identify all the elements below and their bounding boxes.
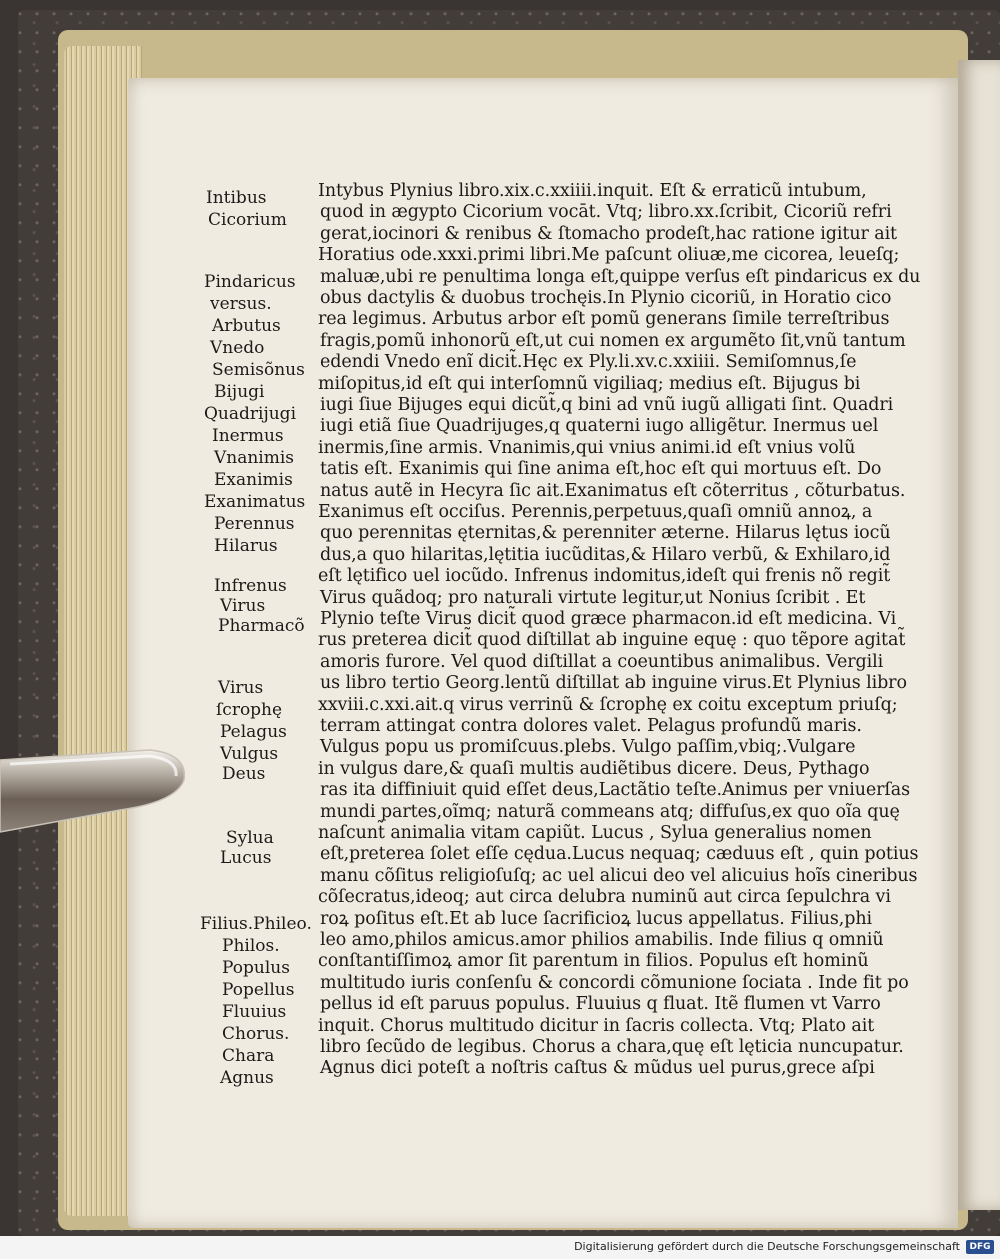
- text-line: rea legimus. Arbutus arbor eſt pomũ generans ſimile terreſtribus: [318, 309, 890, 330]
- marginal-note: Deus: [222, 764, 266, 784]
- text-line: miſopitus,id eſt qui interſomnũ vigiliaq; medius eſt. Bijugus bi: [318, 373, 861, 394]
- text-line: Agnus dici poteſt a noſtris caſtus & mũdus uel purus,grece aſpi: [320, 1058, 875, 1079]
- text-line: fragis,pomũ inhonorũ eſt,ut cui nomen ex argumẽto ſit,vnũ tantum: [320, 330, 906, 351]
- text-line: inermis,ſine armis. Vnanimis,qui vnius animi.id eſt vnius volũ: [318, 437, 856, 458]
- marginal-note: Exanimatus: [204, 492, 306, 512]
- text-line: Plynio teſte Virus dicit̃ quod græce pharmacon.id eſt medicina. Vi: [320, 609, 897, 629]
- text-line: mundi partes,oĩmq; naturã commeans atq; diffuſus,ex quo oĩa quę: [320, 801, 900, 822]
- text-line: leo amo,philos amicus.amor philios amabilis. Inde filius q omniũ: [320, 930, 884, 950]
- text-line: roꝝ poſitus eſt.Et ab luce ſacrificioꝝ lucus appellatus. Filius,phi: [320, 908, 873, 929]
- marginal-note: Popellus: [222, 980, 295, 1000]
- marginal-note: Pelagus: [220, 722, 287, 742]
- marginal-note: Perennus: [214, 514, 295, 534]
- text-line: iugi etiã ſiue Quadrijuges,q quaterni iugo alligẽtur. Inermus uel: [320, 416, 879, 437]
- thumb-holding-page: [0, 740, 190, 835]
- text-line: manu cõſitus religioſuſq; ac uel alicui deo vel alicuius hoĩs cineribus: [320, 865, 918, 886]
- text-line: pellus id eſt paruus populus. Fluuius q fluat. Itẽ flumen vt Varro: [320, 994, 881, 1015]
- text-line: conſtantiſſimoꝝ amor ſit parentum in filios. Populus eſt hominũ: [318, 951, 869, 972]
- marginal-note: Inermus: [212, 426, 284, 446]
- text-line: Horatius ode.xxxi.primi libri.Me paſcunt oliuæ,me cicorea, leueſq;: [318, 245, 900, 266]
- text-line: edendi Vnedo enĩ dicit̃.Hęc ex Ply.li.xv.c.xxiiii. Semiſomnus,ſe: [320, 352, 857, 373]
- marginal-note: versus.: [210, 294, 272, 314]
- marginal-note: Bijugi: [214, 382, 265, 402]
- text-line: Virus quãdoq; pro naturali virtute legitur,ut Nonius ſcribit . Et: [320, 587, 866, 608]
- text-line: maluæ,ubi re penultima longa eſt,quippe verſus eſt pindaricus ex du: [320, 266, 921, 287]
- text-line: rus preterea dicit̃ quod diſtillat ab inguine equę : quo tẽpore agitat̃: [318, 630, 906, 651]
- marginal-note: Intibus: [206, 188, 267, 208]
- footer-credit: Digitalisierung gefördert durch die Deutsche Forschungsgemeinschaft: [574, 1240, 960, 1253]
- text-line: ras ita diffiniuit quid eſſet deus,Lactãtio teſte.Animus per vniuerſas: [320, 780, 911, 801]
- text-line: obus dactylis & duobus trochęis.In Plynio cicoriũ, in Horatio cico: [320, 288, 892, 308]
- marginal-note: Virus: [220, 596, 266, 616]
- marginal-note: ſcrophę: [216, 700, 283, 720]
- text-line: in vulgus dare,& quaſi multis audiẽtibus dicere. Deus, Pythago: [318, 758, 870, 779]
- text-line: dus,a quo hilaritas,lętitia iucũditas,& Hilaro verbũ, & Exhilaro,id: [320, 544, 891, 565]
- text-line: iugi ſiue Bijuges equi dicũt̃,q bini ad vnũ iugũ alligati ſint. Quadri: [320, 395, 894, 415]
- text-line: inquit. Chorus multitudo dicitur in ſacris collecta. Vtq; Plato ait: [318, 1015, 875, 1036]
- marginal-note: Vnanimis: [214, 448, 295, 468]
- text-line: terram attingat contra dolores valet. Pelagus profundũ maris.: [320, 716, 862, 736]
- marginal-note: Virus: [218, 678, 264, 698]
- marginal-note: Chara: [222, 1046, 275, 1066]
- text-line: quo perennitas ęternitas,& perenniter æterne. Hilarus lętus iocũ: [320, 523, 891, 544]
- marginal-note: Arbutus: [212, 316, 281, 336]
- text-line: natus autẽ in Hecyra ſic ait.Exanimatus eſt cõterritus , cõturbatus.: [320, 480, 906, 501]
- text-line: tatis eſt. Exanimis qui ſine anima eſt,hoc eſt qui mortuus eſt. Do: [320, 459, 882, 480]
- text-line: Exanimus eſt occiſus. Perennis,perpetuus,quaſi omniũ annoꝝ, a: [318, 502, 873, 522]
- marginal-note: Vnedo: [210, 338, 265, 358]
- text-line: naſcunt̃ animalia vitam capiũt. Lucus , Sylua generalius nomen: [318, 823, 872, 843]
- marginal-note: Exanimis: [214, 470, 293, 490]
- dfg-logo: DFG: [966, 1240, 994, 1254]
- text-line: Intybus Plynius libro.xix.c.xxiiii.inquit. Eſt & erraticũ intubum,: [318, 181, 867, 201]
- marginal-note: Hilarus: [214, 536, 278, 556]
- text-line: gerat,iocinori & renibus & ſtomacho prodeſt,hac ratione igitur ait: [320, 223, 897, 244]
- text-line: eſt,preterea ſolet eſſe cędua.Lucus nequaq; cæduus eſt , quin potius: [320, 844, 919, 865]
- marginal-note: Infrenus: [214, 576, 287, 596]
- marginal-note: Fluuius: [222, 1002, 287, 1022]
- text-line: libro ſecũdo de legibus. Chorus a chara,quę eſt lęticia nuncupatur.: [320, 1037, 904, 1057]
- text-line: quod in ægypto Cicorium vocāt. Vtq; libro.xx.ſcribit, Cicoriũ refri: [320, 202, 892, 223]
- text-line: amoris furore. Vel quod diſtillat a coeuntibus animalibus. Vergili: [320, 651, 884, 672]
- text-line: us libro tertio Georg.lentũ diſtillat ab inguine virus.Et Plynius libro: [320, 673, 907, 694]
- marginal-note: Chorus.: [222, 1024, 290, 1044]
- facing-page: [958, 60, 1000, 1210]
- text-line: multitudo iuris conſenſu & concordi cõmunione ſociata . Inde fit po: [320, 972, 909, 993]
- marginal-note: Sylua: [226, 828, 274, 848]
- marginal-note: Populus: [222, 958, 290, 978]
- marginal-note: Quadrijugi: [204, 404, 297, 424]
- marginal-note: Philos.: [222, 936, 280, 956]
- marginal-note: Lucus: [220, 848, 272, 868]
- marginal-note: Agnus: [220, 1068, 274, 1088]
- text-line: eſt lętifico uel iocũdo. Infrenus indomitus,ideſt qui frenis nõ regit̃: [318, 566, 891, 587]
- footer-bar: [0, 1236, 1000, 1259]
- text-line: Vulgus popu us promiſcuus.plebs. Vulgo paſſim,vbiq;.Vulgare: [320, 737, 856, 758]
- marginal-note: Pharmacõ: [218, 616, 305, 636]
- marginal-note: Pindaricus: [204, 272, 296, 292]
- text-line: cõſecratus,ideoq; aut circa delubra numinũ aut circa ſepulchra vi: [318, 887, 891, 908]
- marginal-note: Semisõnus: [212, 360, 305, 380]
- marginal-note: Cicorium: [208, 210, 287, 230]
- marginal-note: Vulgus: [220, 744, 279, 764]
- marginal-note: Filius.Phileo.: [200, 914, 312, 934]
- text-line: xxviii.c.xxi.ait.q virus verrinũ & ſcrophę ex coitu exceptum priuſq;: [318, 694, 898, 715]
